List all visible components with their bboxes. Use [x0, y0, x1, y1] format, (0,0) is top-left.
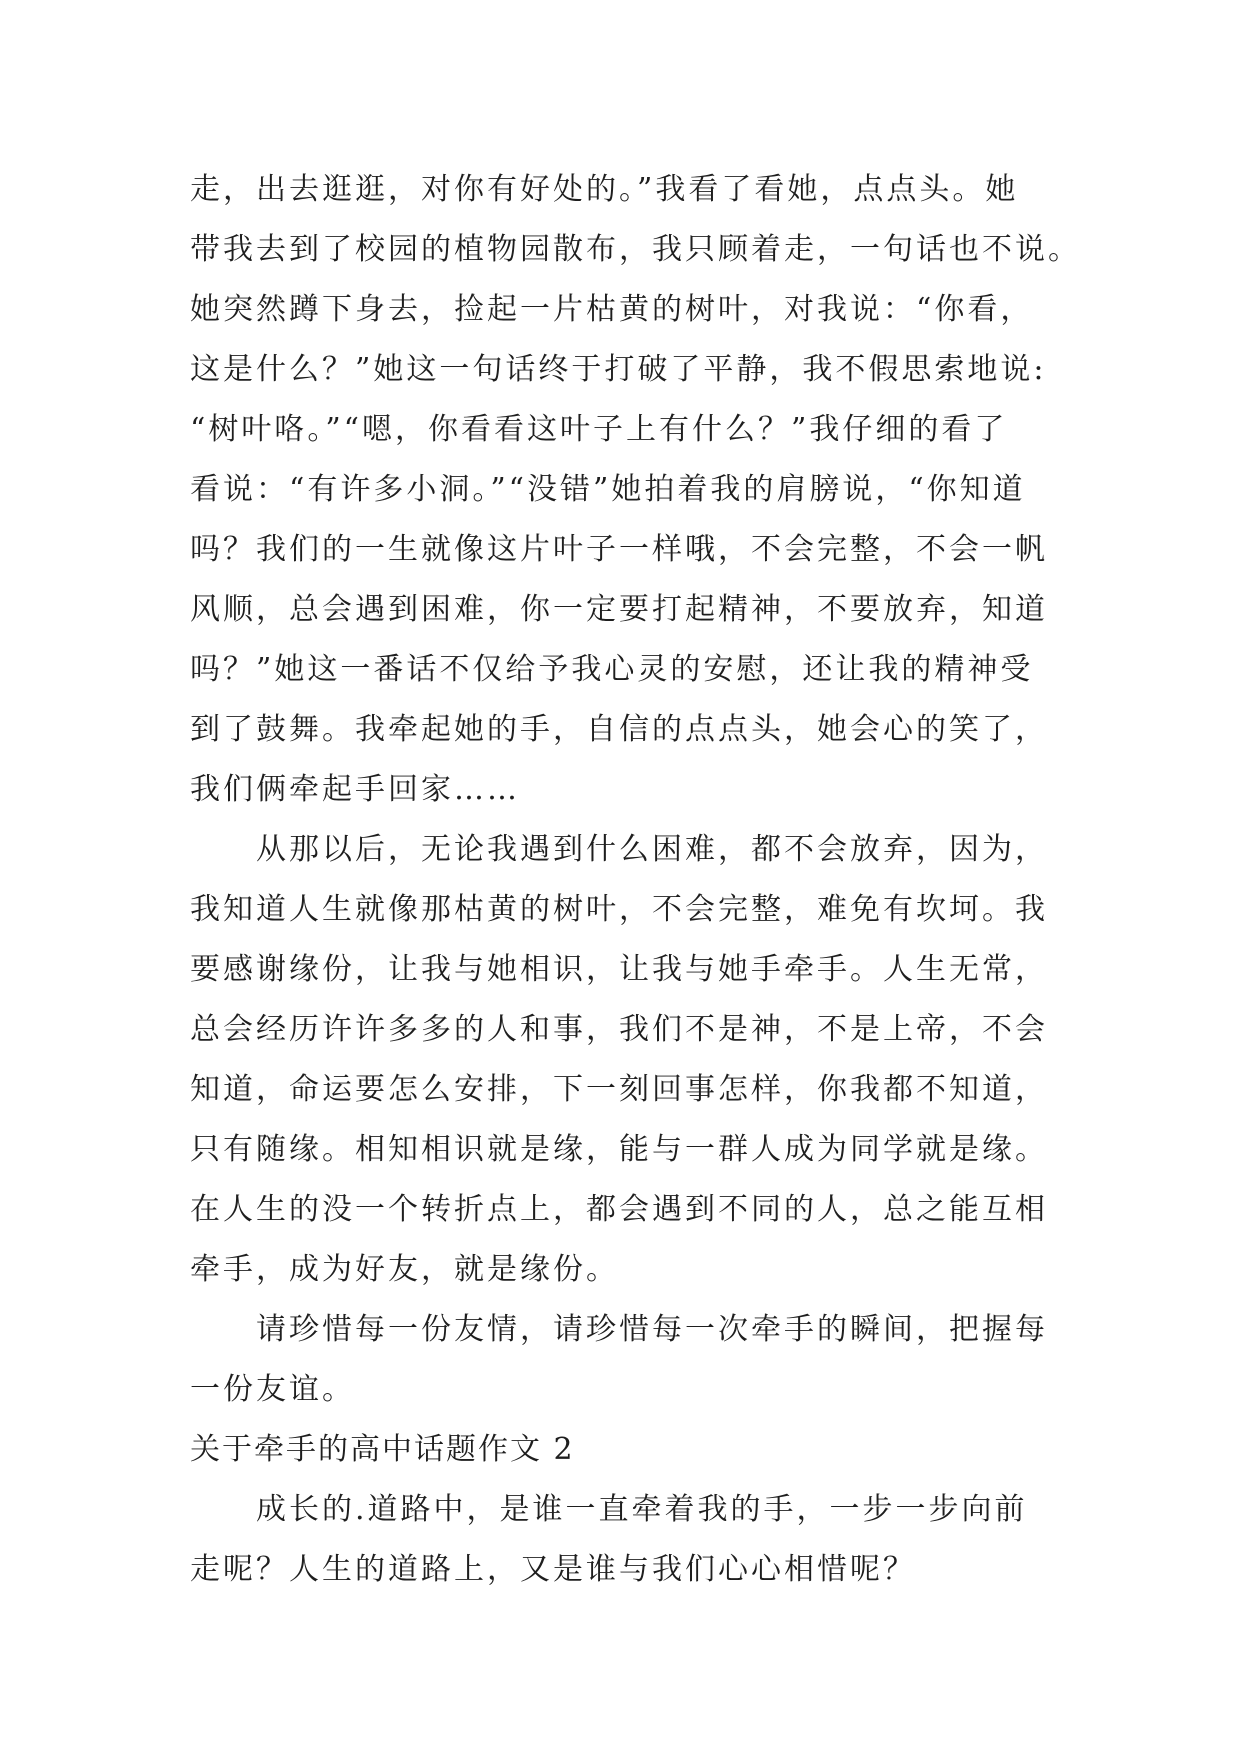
text-line: 走呢？人生的道路上，又是谁与我们心心相惜呢？	[190, 1552, 916, 1587]
text-line: 我们俩牵起手回家……	[190, 772, 520, 807]
document-body	[190, 160, 1081, 1600]
text-line: 我知道人生就像那枯黄的树叶，不会完整，难免有坎坷。我	[190, 892, 1048, 927]
text-line: 总会经历许许多多的人和事，我们不是神，不是上帝，不会	[190, 1012, 1048, 1047]
text-line: 她突然蹲下身去，捡起一片枯黄的树叶，对我说：“你看，	[190, 292, 1034, 327]
text-line: 牵手，成为好友，就是缘份。	[190, 1252, 619, 1287]
text-line-indented: 成长的.道路中，是谁一直牵着我的手，一步一步向前	[256, 1492, 1028, 1527]
text-line: 到了鼓舞。我牵起她的手，自信的点点头，她会心的笑了，	[190, 712, 1048, 747]
paragraph-4	[190, 1480, 1070, 1600]
section-heading: 关于牵手的高中话题作文 2	[190, 1432, 575, 1467]
text-line: 带我去到了校园的植物园散布，我只顾着走，一句话也不说。	[190, 232, 1081, 267]
text-line: 走，出去逛逛，对你有好处的。”我看了看她，点点头。她	[190, 172, 1019, 207]
paragraph-3	[190, 1300, 1070, 1420]
text-line: 知道，命运要怎么安排，下一刻回事怎样，你我都不知道，	[190, 1072, 1048, 1107]
text-line: 在人生的没一个转折点上，都会遇到不同的人，总之能互相	[190, 1192, 1048, 1227]
text-line: 一份友谊。	[190, 1372, 355, 1407]
text-line: 吗？”她这一番话不仅给予我心灵的安慰，还让我的精神受	[190, 652, 1034, 687]
text-line: 要感谢缘份，让我与她相识，让我与她手牵手。人生无常，	[190, 952, 1048, 987]
paragraph-2	[190, 820, 1070, 1300]
text-line: “树叶咯。”“嗯，你看看这叶子上有什么？”我仔细的看了	[190, 412, 1008, 447]
text-line: 只有随缘。相知相识就是缘，能与一群人成为同学就是缘。	[190, 1132, 1048, 1167]
text-line: 这是什么？”她这一句话终于打破了平静，我不假思索地说:	[190, 352, 1047, 387]
text-line-indented: 从那以后，无论我遇到什么困难，都不会放弃，因为，	[256, 832, 1048, 867]
text-line-indented: 请珍惜每一份友情，请珍惜每一次牵手的瞬间，把握每	[256, 1312, 1048, 1347]
text-line: 吗？我们的一生就像这片叶子一样哦，不会完整，不会一帆	[190, 532, 1048, 567]
paragraph-1	[190, 160, 1081, 820]
text-line: 风顺，总会遇到困难，你一定要打起精神，不要放弃，知道	[190, 592, 1048, 627]
text-line: 看说：“有许多小洞。”“没错”她拍着我的肩膀说，“你知道	[190, 472, 1026, 507]
